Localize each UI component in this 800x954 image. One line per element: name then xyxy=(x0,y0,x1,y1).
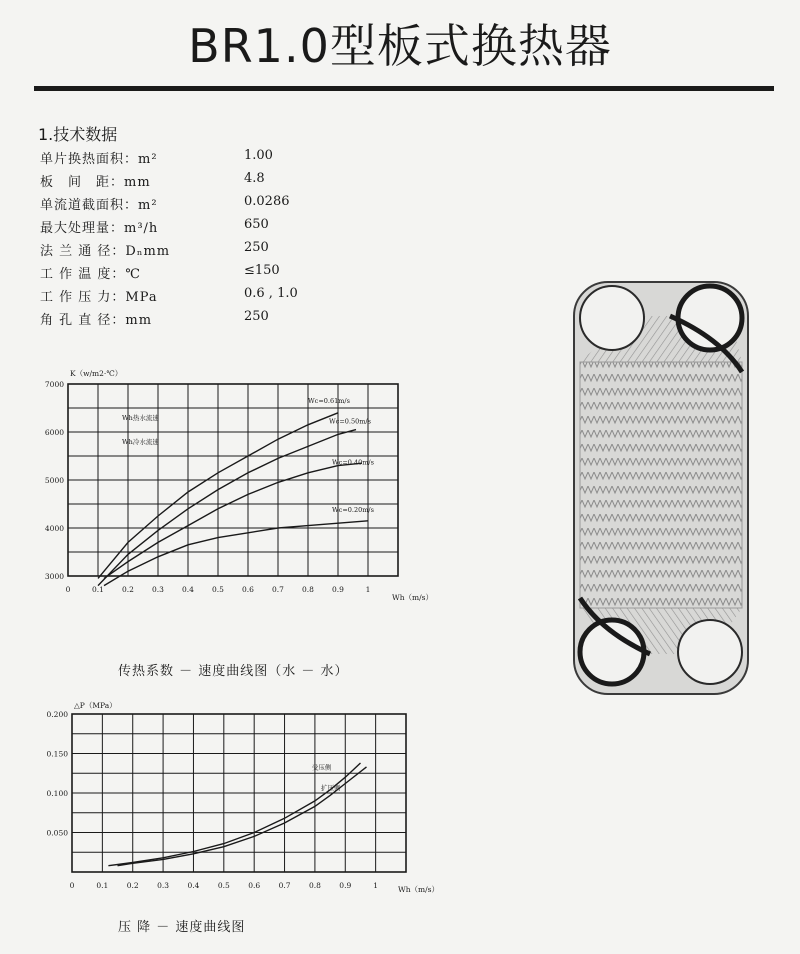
spec-row-temperature xyxy=(40,263,400,286)
x-axis-label: Wh（m/s） xyxy=(398,885,440,894)
x-tick-label: 0.6 xyxy=(248,881,261,890)
spec-value: 4.8 xyxy=(244,171,265,186)
spec-label: 工 作 压 力：MPa xyxy=(40,290,158,305)
series-label: Wc=0.40m/s xyxy=(332,458,374,467)
spec-label: 单片换热面积：m² xyxy=(40,152,158,167)
x-tick-label: 0.1 xyxy=(96,881,109,890)
spec-label: 法 兰 通 径：Dₙmm xyxy=(40,244,171,259)
page-title: BR1.0型板式换热器 xyxy=(188,19,612,73)
spec-label: 最大处理量：m³/h xyxy=(40,221,159,236)
x-tick-label: 0.6 xyxy=(242,585,254,594)
spec-row-flange xyxy=(40,240,400,263)
x-tick-label: 0.5 xyxy=(212,585,224,594)
spec-row-channel-area xyxy=(40,194,400,217)
x-tick-label: 0.3 xyxy=(152,585,164,594)
pressure-drop-caption: 压 降 － 速度曲线图 xyxy=(118,920,246,935)
x-tick-label: 0.9 xyxy=(339,881,352,890)
heat-transfer-chart xyxy=(30,362,450,612)
x-tick-label: 1 xyxy=(365,585,371,594)
x-axis-label: Wh（m/s） xyxy=(392,593,434,602)
spec-value: 650 xyxy=(244,217,269,232)
spec-row-pressure xyxy=(40,286,400,309)
spec-value: ≤150 xyxy=(244,263,280,278)
x-tick-label: 0.8 xyxy=(302,585,314,594)
series-label: 扩压侧 xyxy=(320,783,341,792)
spec-list xyxy=(40,148,400,332)
title-rule xyxy=(34,86,774,91)
x-tick-label: 0 xyxy=(65,585,71,594)
x-tick-label: 0.3 xyxy=(157,881,170,890)
series-label: Wc=0.20m/s xyxy=(332,506,374,515)
spec-row-port-diameter xyxy=(40,309,400,332)
series-label: Wc=0.50m/s xyxy=(329,417,371,426)
spec-value: 1.00 xyxy=(244,148,273,163)
x-tick-label: 0.8 xyxy=(308,881,321,890)
y-tick-label: 7000 xyxy=(44,380,64,389)
x-tick-label: 1 xyxy=(373,881,379,890)
x-tick-label: 0.2 xyxy=(122,585,134,594)
pressure-drop-chart xyxy=(30,700,450,900)
y-tick-label: 0.200 xyxy=(46,710,68,719)
x-tick-label: 0.4 xyxy=(187,881,200,890)
x-tick-label: 0.5 xyxy=(217,881,230,890)
series-label: Wc=0.61m/s xyxy=(308,397,350,406)
chart-annotation: Wh热水流速 xyxy=(122,414,159,422)
y-tick-label: 0.100 xyxy=(46,789,68,798)
y-tick-label: 0.150 xyxy=(46,749,68,759)
y-tick-label: 5000 xyxy=(44,476,64,485)
x-tick-label: 0 xyxy=(69,881,75,890)
y-axis-label: K（w/m2·℃） xyxy=(70,369,123,378)
x-tick-label: 0.2 xyxy=(126,881,139,890)
spec-value: 250 xyxy=(244,240,269,255)
y-tick-label: 4000 xyxy=(44,524,64,533)
spec-value: 0.6 , 1.0 xyxy=(244,286,298,301)
x-tick-label: 0.7 xyxy=(272,585,284,594)
y-tick-label: 0.050 xyxy=(46,828,68,838)
spec-value: 0.0286 xyxy=(244,194,290,209)
spec-label: 工 作 温 度：℃ xyxy=(40,267,141,282)
x-tick-label: 0.4 xyxy=(182,585,194,594)
x-tick-label: 0.9 xyxy=(332,585,344,594)
series-line xyxy=(118,767,367,866)
series-line xyxy=(108,763,360,866)
spec-row-max-flow xyxy=(40,217,400,240)
spec-label: 角 孔 直 径：mm xyxy=(40,313,153,328)
series-label: 受压侧 xyxy=(311,763,332,772)
spec-row-area xyxy=(40,148,400,171)
spec-label: 单流道截面积：m² xyxy=(40,198,158,213)
x-tick-label: 0.1 xyxy=(92,585,104,594)
heat-transfer-caption: 传热系数 － 速度曲线图（水 － 水） xyxy=(118,664,349,679)
y-tick-label: 3000 xyxy=(44,572,64,581)
section-heading: 1.技术数据 xyxy=(38,125,118,144)
spec-value: 250 xyxy=(244,309,269,324)
spec-row-spacing xyxy=(40,171,400,194)
spec-label: 板 间 距：mm xyxy=(40,175,151,190)
chart-annotation: Wh冷水流速 xyxy=(122,438,159,446)
heat-exchanger-plate-image xyxy=(570,276,754,696)
x-tick-label: 0.7 xyxy=(278,881,291,890)
series-line xyxy=(98,430,356,586)
y-axis-label: △P（MPa） xyxy=(74,701,117,710)
y-tick-label: 6000 xyxy=(44,428,64,437)
